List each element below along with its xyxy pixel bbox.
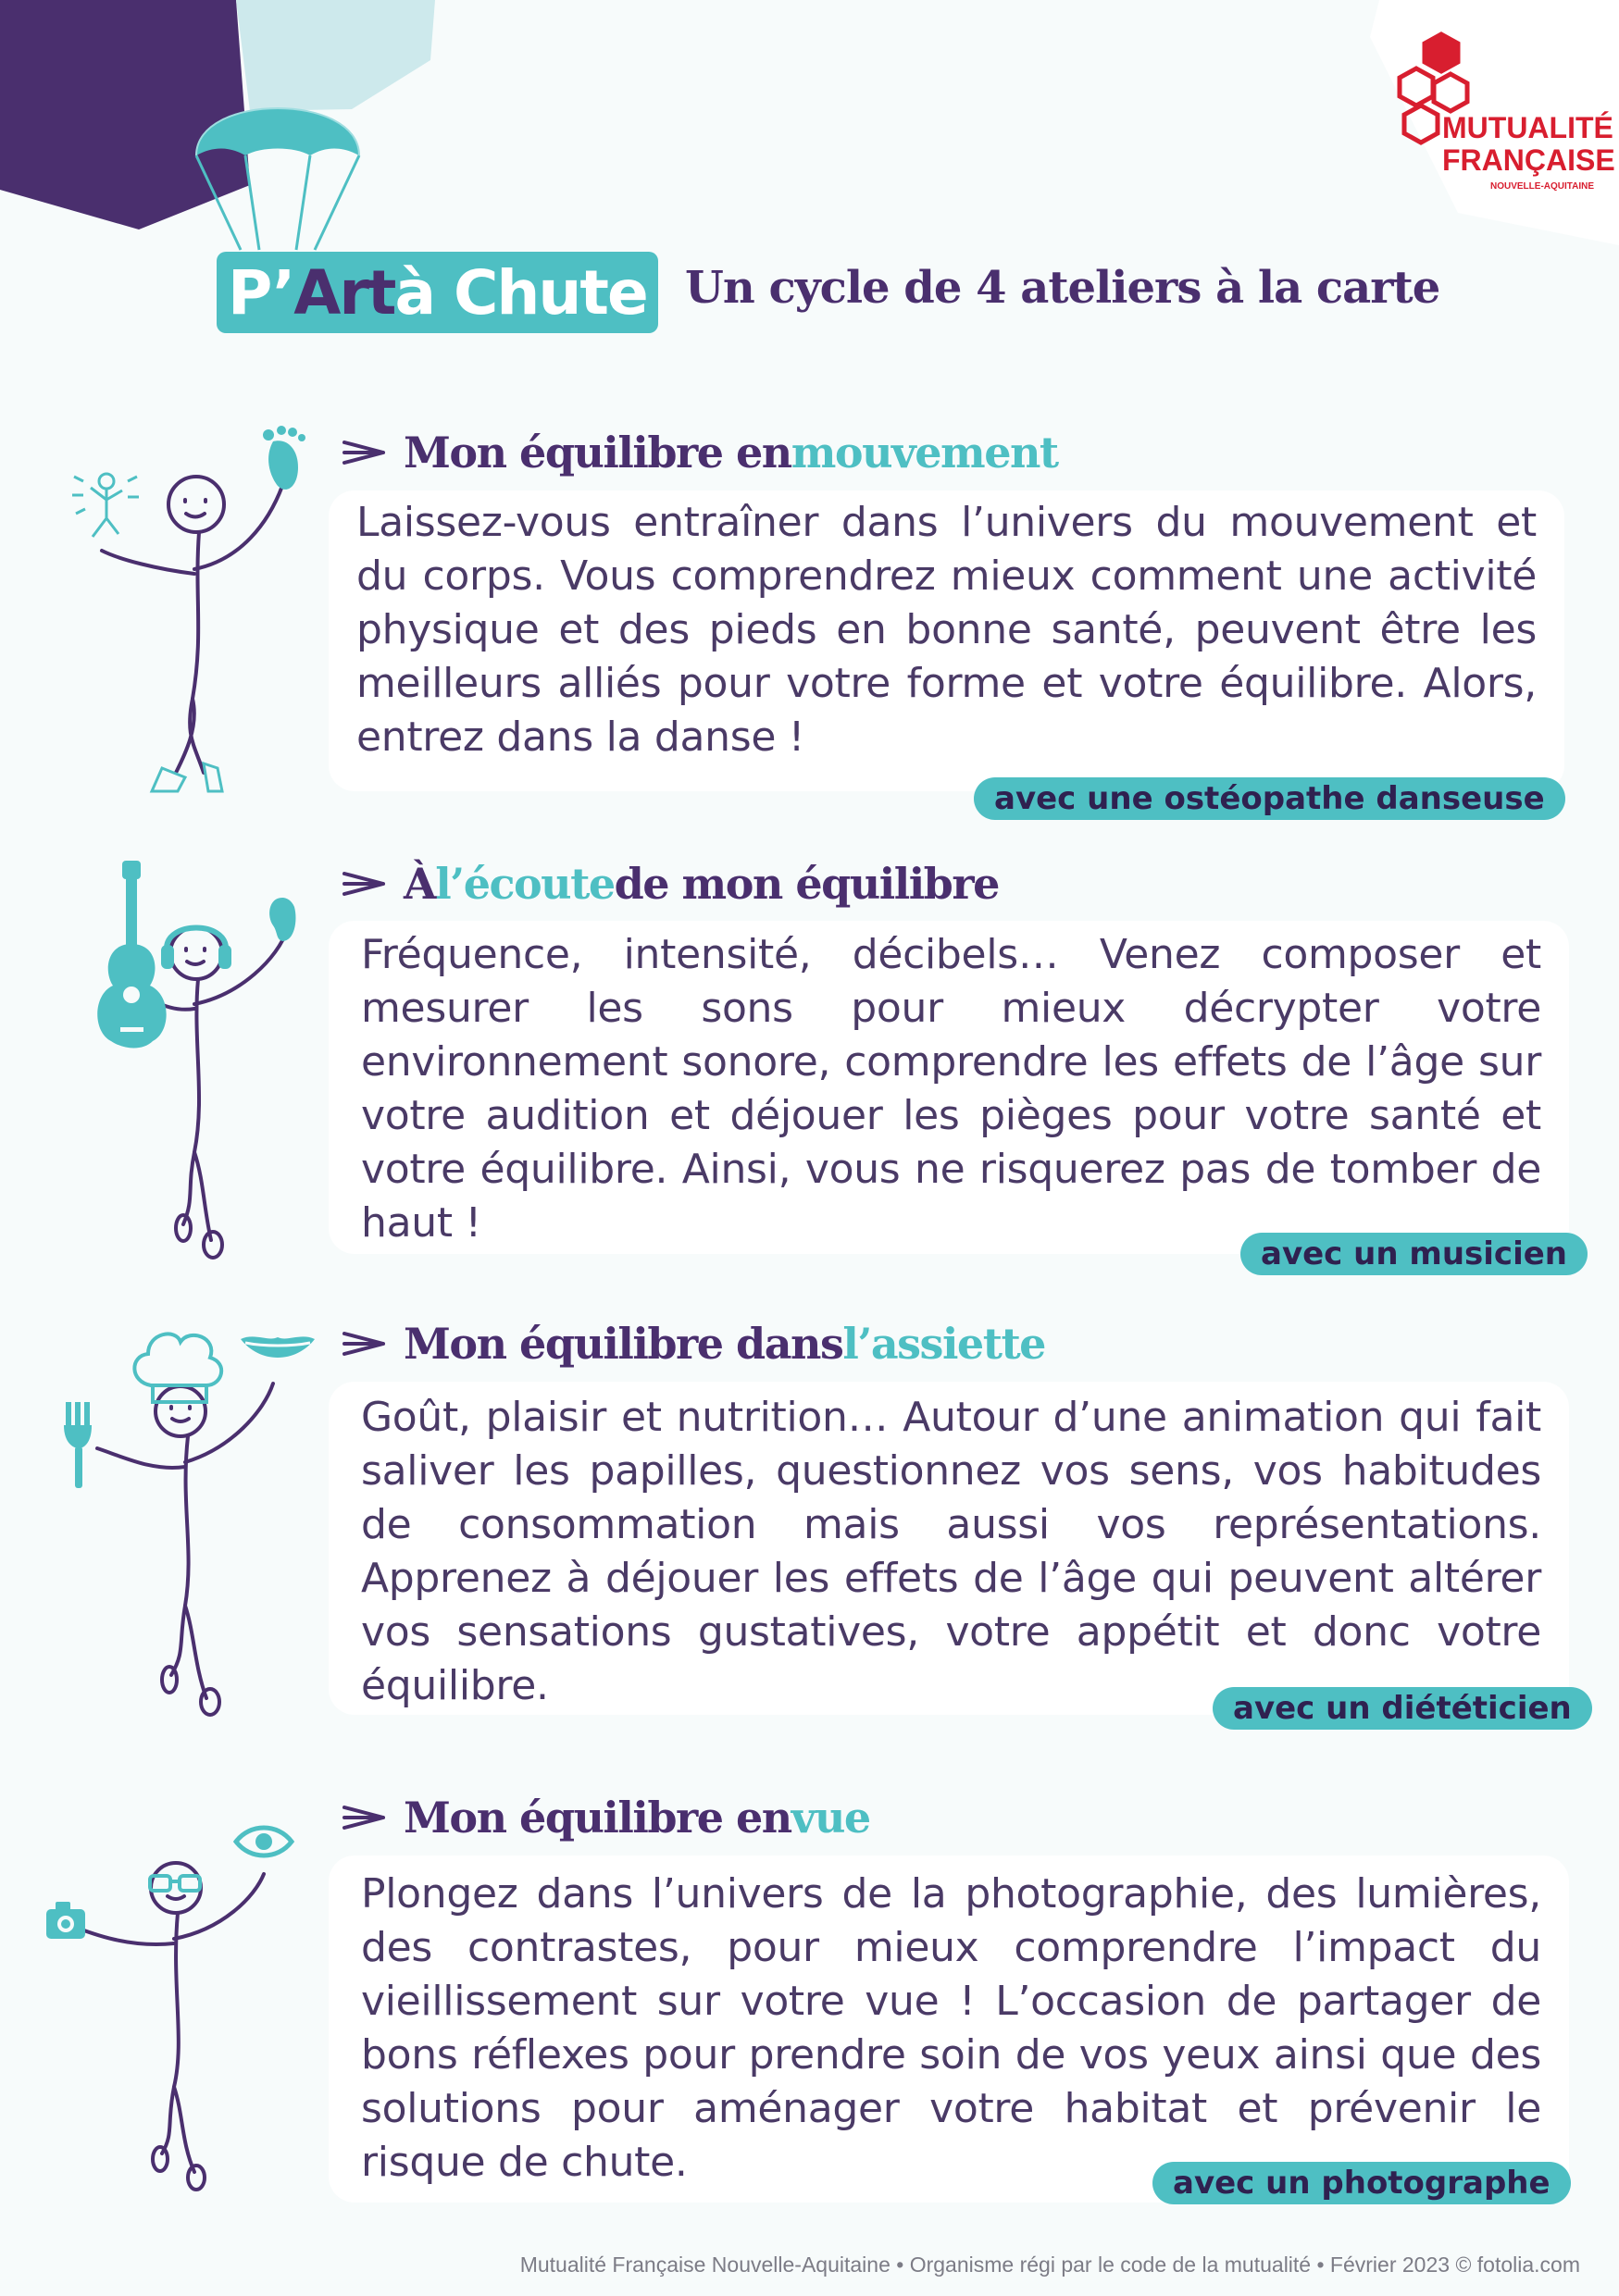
parachute-icon: [185, 65, 370, 259]
title-part-c: à Chute: [394, 256, 647, 329]
logo-line2: FRANÇAISE: [1442, 143, 1615, 177]
chef-figure-illustration: [51, 1309, 319, 1717]
workshop-1-badge: avec une ostéopathe danseuse: [974, 777, 1565, 820]
workshop-3-body: Goût, plaisir et nutrition… Autour d’une animation qui fait saliver les papilles, questionnez vos sens, vos habitudes de consommation mais aussi vos représentations. Apprenez à déjouer les effets de l’âge qui peuvent altérer vos sensations gustatives, votre appétit et donc votre équilibre.: [361, 1394, 1541, 1709]
photographer-figure-illustration: [37, 1809, 315, 2198]
arrows-icon: [341, 1328, 387, 1359]
workshop-2-heading: [341, 859, 999, 909]
workshop-3-heading: [341, 1319, 1045, 1369]
arrows-icon: [341, 1802, 387, 1833]
arrows-icon: [341, 437, 387, 468]
musician-figure-illustration: [56, 856, 315, 1263]
logo-line3: NOUVELLE-AQUITAINE: [1490, 181, 1595, 192]
title-part-b: Art: [293, 256, 395, 329]
heading-highlight: mouvement: [791, 428, 1058, 478]
page-subtitle: Un cycle de 4 ateliers à la carte: [685, 262, 1440, 314]
workshop-1-heading: [341, 428, 1058, 478]
workshop-4-badge: avec un photographe: [1152, 2162, 1571, 2204]
workshop-4-body: Plongez dans l’univers de la photographie, des lumières, des contrastes, pour mieux comprendre l’impact du vieillissement sur votre vue ! L’occasion de partager de bons réflexes pour prendre soin de vos yeux ainsi que des solutions pour aménager votre habitat et prévenir le risque de chute.: [361, 1870, 1541, 2186]
workshop-2-body: Fréquence, intensité, décibels… Venez composer et mesurer les sons pour mieux décrypter votre environnement sonore, comprendre les effets de l’âge sur votre audition et déjouer les pièges pour votre santé et votre équilibre. Ainsi, vous ne risquerez pas de tomber de haut !: [361, 931, 1541, 1247]
heading-text: Mon équilibre en: [404, 428, 791, 478]
heading-text: Mon équilibre dans: [404, 1319, 843, 1369]
title-part-a: P’: [228, 256, 294, 329]
workshop-1-body: Laissez-vous entraîner dans l’univers du mouvement et du corps. Vous comprendrez mieux comment une activité physique et des pieds en bonne santé, peuvent être les meilleurs alliés pour votre forme et votre équilibre. Alors, entrez dans la danse !: [356, 499, 1537, 761]
footer-text: Mutualité Française Nouvelle-Aquitaine • Organisme régi par le code de la mutualité • Février 2023 © fotolia.com: [519, 2253, 1580, 2277]
heading-text: Mon équilibre en: [404, 1793, 791, 1843]
dancer-figure-illustration: [56, 421, 315, 810]
logo-line1: MUTUALITÉ: [1442, 111, 1613, 144]
heading-tail: de mon équilibre: [614, 859, 999, 909]
workshop-3-badge: avec un diététicien: [1213, 1687, 1592, 1730]
workshop-2-badge: avec un musicien: [1240, 1233, 1588, 1275]
heading-highlight: vue: [791, 1793, 870, 1843]
arrows-icon: [341, 868, 387, 900]
workshop-4-heading: [341, 1793, 870, 1843]
heading-highlight: l’écoute: [435, 859, 615, 909]
heading-text: À: [404, 859, 436, 909]
page-title: [217, 252, 658, 333]
heading-highlight: l’assiette: [842, 1319, 1045, 1369]
